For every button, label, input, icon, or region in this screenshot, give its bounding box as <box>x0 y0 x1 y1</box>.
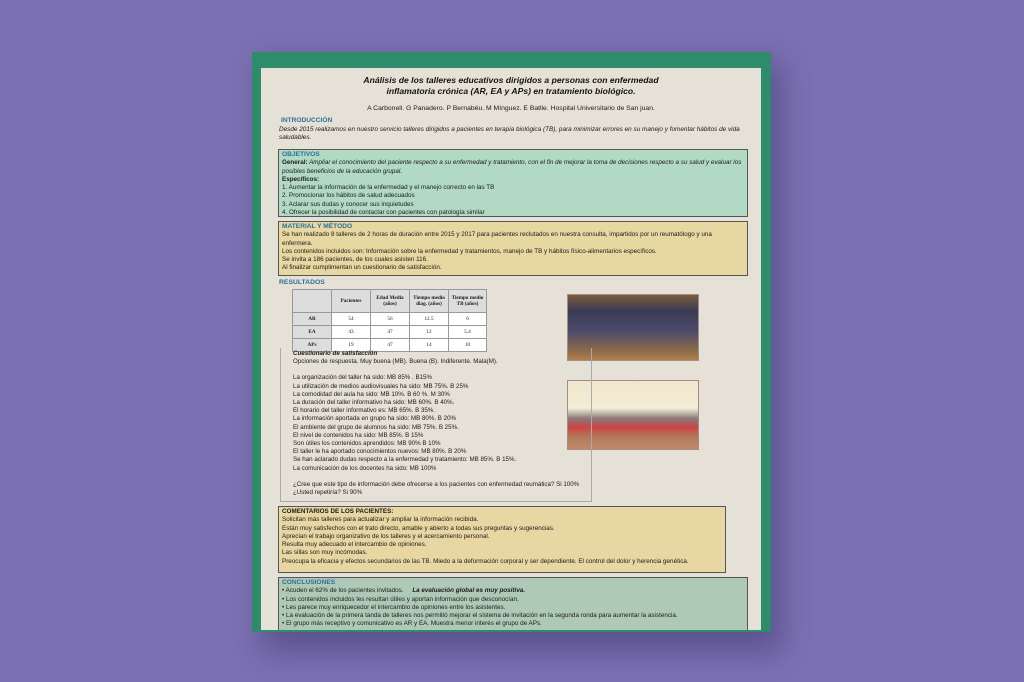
authors: A Carbonell. G Panadero. P Bernabéu. M Mínguez. E Batlle. Hospital Universitario de San juan. <box>367 105 655 112</box>
material-heading: MATERIAL Y MÉTODO <box>282 223 353 230</box>
conclusion-item: • Les parece muy enriquecedor el intercambio de opiniones entre los asistentes. <box>282 604 744 612</box>
cuestionario-heading: Cuestionario de satisfacción <box>293 350 378 357</box>
table-cell: 47 <box>371 339 410 352</box>
objetivos-box <box>278 149 748 217</box>
table-header-row <box>293 290 487 313</box>
conclusiones-heading: CONCLUSIONES <box>282 579 336 586</box>
cuestionario-item: El ambiente del grupo de alumnos ha sido: MB 75%. B 25%. <box>293 423 459 431</box>
material-line: Se han realizado 8 talleres de 2 horas de duración entre 2015 y 2017 para pacientes reclutados en nuestra consulta, impartidos por un reumatólogo y una enfermera. <box>282 231 712 247</box>
especifico-item: 3. Aclarar sus dudas y conocer sus inquietudes <box>282 200 414 208</box>
table-cell: AR <box>293 313 332 326</box>
cuestionario-item: Se han aclarado dudas respecto a la enfermedad y tratamiento: MB 85%. B 15%. <box>293 456 517 464</box>
cuestionario-item: La utilización de medios audiovisuales ha sido: MB 75%. B 25% <box>293 382 469 390</box>
material-box <box>278 221 748 276</box>
table-cell: 54 <box>332 313 371 326</box>
table-cell: 14 <box>410 339 449 352</box>
table-row <box>293 313 487 326</box>
conclusion-first: Acuden el 62% de los pacientes invitados. <box>285 587 404 595</box>
table-cell: 19 <box>332 339 371 352</box>
cuestionario-item: La comunicación de los docentes ha sido: MB 100% <box>293 464 437 472</box>
comentario-line: Las sillas son muy incómodas. <box>282 549 368 557</box>
especificos-label: Específicos: <box>282 175 320 183</box>
resultados-heading: RESULTADOS <box>279 279 325 286</box>
conclusion-item: • Los contenidos incluidos les resultan útiles y aportan información que desconocían. <box>282 596 744 604</box>
cuestionario-pregunta-1: ¿Cree que este tipo de información debe ofrecerse a los pacientes con enfermedad reumática? Si 100% <box>293 480 580 488</box>
table-cell: 10 <box>449 339 487 352</box>
general-text: Ampliar el conocimiento del paciente respecto a su enfermedad y tratamiento, con el fin de mejorar la toma de decisiones respecto a su salud y evaluar los posibles beneficios de la educación grupal. <box>282 159 742 175</box>
material-line: Los contenidos incluidos son: Información sobre la enfermedad y tratamientos, manejo de TB y hábitos físico-alimentarios específicos. <box>282 247 657 255</box>
especifico-item: 4. Ofrecer la posibilidad de contactar con pacientes con patología similar <box>282 209 485 217</box>
comentario-line: Aprecian el trabajo organizativo de los talleres y el acercamiento personal. <box>282 532 490 540</box>
cuestionario-item: La organización del taller ha sido: MB 85% . B15% <box>293 374 432 382</box>
table-header-cell: Edad Media (años) <box>371 290 410 313</box>
cuestionario-opciones: Opciones de respuesta. Muy buena (MB). Buena (B). Indiferente. Mala(M). <box>293 358 498 366</box>
material-line: Al finalizar cumplimentan un cuestionario de satisfacción. <box>282 264 442 272</box>
table-cell: 12.5 <box>410 313 449 326</box>
table-cell: 6 <box>449 313 487 326</box>
especifico-item: 1. Aumentar la información de la enfermedad y el manejo correcto en las TB <box>282 184 495 192</box>
conclusion-item: • El grupo más receptivo y comunicativo es AR y EA. Muestra menor interés el grupo de APs. <box>282 620 744 628</box>
title-line-2: inflamatoria crónica (AR, EA y APs) en tratamiento biológico. <box>386 86 636 96</box>
cuestionario-item: El horario del taller informativo es: MB 65%. B 35%. <box>293 407 436 415</box>
cuestionario-pregunta-2: ¿Usted repetiría? Si 90% <box>293 489 363 497</box>
table-cell: 43 <box>332 326 371 339</box>
table-cell: APs <box>293 339 332 352</box>
cuestionario-item: La información aportada en grupo ha sido: MB 80%. B 20% <box>293 415 457 423</box>
poster <box>261 68 761 630</box>
cuestionario-item: El nivel de contenidos ha sido: MB 85%. B 15% <box>293 431 424 439</box>
table-cell: 12 <box>410 326 449 339</box>
table-cell: EA <box>293 326 332 339</box>
general-label: General: <box>282 159 308 167</box>
comentario-line: Preocupa la eficacia y efectos secundarios de las TB. Miedo a la deformación corporal y ser dependiente. El control del dolor y herencia genética. <box>282 557 689 565</box>
table-header-cell: Tiempo medio diag. (años) <box>410 290 449 313</box>
intro-text: Desde 2015 realizamos en nuestro servicio talleres dirigidos a pacientes en terapia biológica (TB), para minimizar errores en su manejo y fomentar hábitos de vida saludables. <box>279 126 740 142</box>
comentarios-heading: COMENTARIOS DE LOS PACIENTES: <box>282 508 394 515</box>
conclusion-item <box>282 587 744 595</box>
conclusion-first-bold: La evaluación global es muy positiva. <box>412 587 526 595</box>
cuestionario-box <box>280 348 592 502</box>
cuestionario-item: El taller le ha aportado conocimientos nuevos: MB 80%. B 20% <box>293 448 467 456</box>
material-line: Se invita a 186 pacientes, de los cuales asisten 116. <box>282 256 428 264</box>
table-cell: 56 <box>371 313 410 326</box>
comentario-line: Están muy satisfechos con el trato directo, amable y abierto a todas sus preguntas y sugerencias. <box>282 524 555 532</box>
poster-title <box>261 75 761 97</box>
cuestionario-item: Son útiles los contenidos aprendidos: MB 90% B 10% <box>293 440 441 448</box>
title-line-1: Análisis de los talleres educativos dirigidos a personas con enfermedad <box>363 75 659 85</box>
results-table <box>292 289 487 352</box>
table-cell: 47 <box>371 326 410 339</box>
objetivos-heading: OBJETIVOS <box>282 151 320 158</box>
conclusion-item: • La evaluación de la primera tanda de talleres nos permitió mejorar el sistema de invitación en la segunda ronda para aumentar la asistencia. <box>282 612 744 620</box>
table-cell: 5.4 <box>449 326 487 339</box>
objetivos-general <box>282 159 744 176</box>
comentario-line: Solicitan más talleres para actualizar y ampliar la información recibida. <box>282 516 479 524</box>
table-header-cell: Pacientes <box>332 290 371 313</box>
table-header-cell <box>293 290 332 313</box>
table-row <box>293 326 487 339</box>
cuestionario-item: La duración del taller informativo ha sido: MB 60%. B 40%. <box>293 399 455 407</box>
cuestionario-item: La comodidad del aula ha sido: MB 10%. B 60 %. M 30% <box>293 390 450 398</box>
table-header-cell: Tiempo medio TB (años) <box>449 290 487 313</box>
especifico-item: 2. Promocionar los hábitos de salud adecuados <box>282 192 415 200</box>
intro-heading: INTRODUCCIÓN <box>281 117 333 124</box>
comentario-line: Resulta muy adecuado el intercambio de opiniones. <box>282 541 427 549</box>
comentarios-box <box>278 506 726 573</box>
conclusiones-box <box>278 577 748 630</box>
